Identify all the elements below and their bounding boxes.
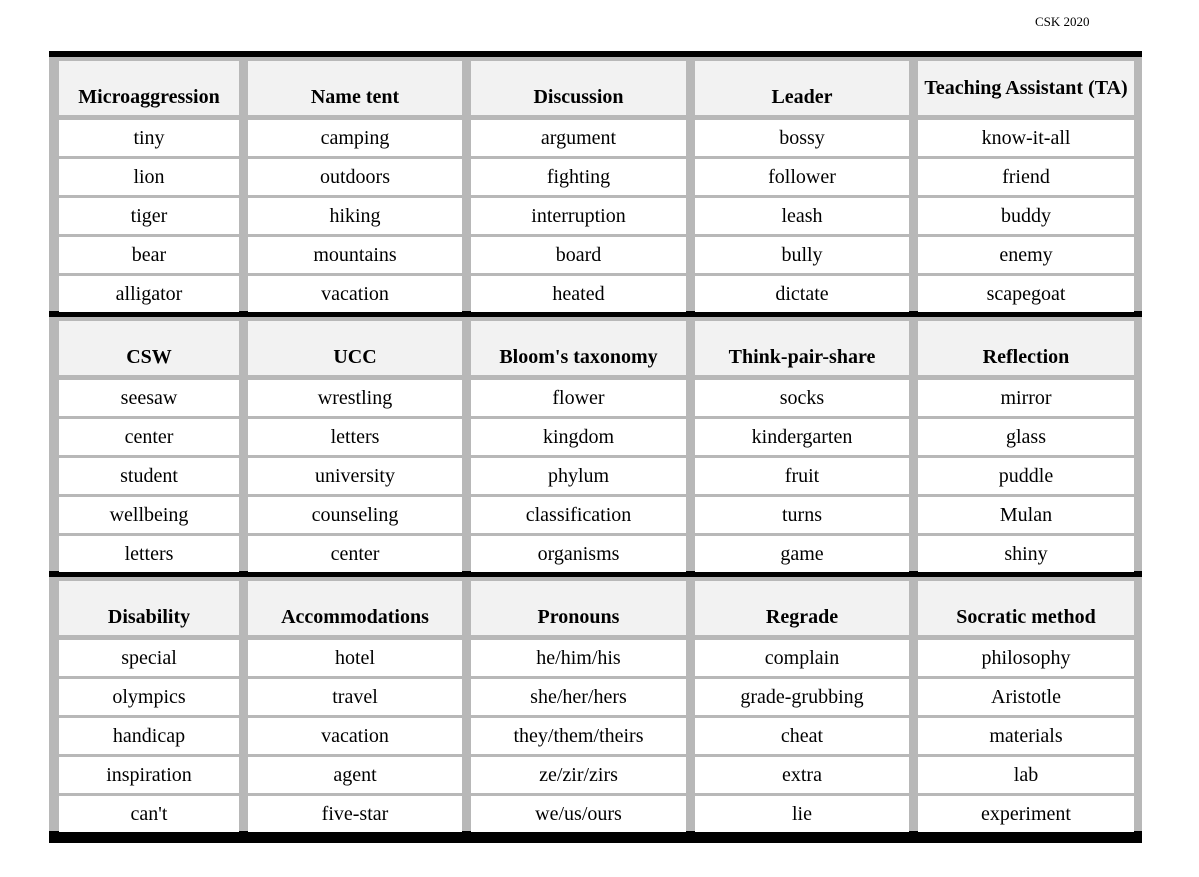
taboo-card-sheet	[49, 51, 1142, 843]
card-title: Regrade	[695, 581, 909, 635]
card-title: Microaggression	[59, 61, 239, 115]
taboo-word: tiny	[59, 120, 239, 156]
taboo-word: mirror	[918, 380, 1134, 416]
taboo-word: inspiration	[59, 757, 239, 793]
taboo-word: center	[59, 419, 239, 455]
taboo-word: complain	[695, 640, 909, 676]
taboo-word: can't	[59, 796, 239, 832]
taboo-word: student	[59, 458, 239, 494]
taboo-word: travel	[248, 679, 462, 715]
taboo-word: interruption	[471, 198, 686, 234]
taboo-word: board	[471, 237, 686, 273]
taboo-word: dictate	[695, 276, 909, 312]
taboo-word: center	[248, 536, 462, 572]
taboo-word: turns	[695, 497, 909, 533]
taboo-word: cheat	[695, 718, 909, 754]
taboo-word: phylum	[471, 458, 686, 494]
card-title: Pronouns	[471, 581, 686, 635]
taboo-word: lie	[695, 796, 909, 832]
taboo-word: we/us/ours	[471, 796, 686, 832]
taboo-word: extra	[695, 757, 909, 793]
taboo-word: bully	[695, 237, 909, 273]
taboo-word: fruit	[695, 458, 909, 494]
taboo-word: organisms	[471, 536, 686, 572]
card-board	[49, 577, 1142, 831]
taboo-word: materials	[918, 718, 1134, 754]
taboo-word: Mulan	[918, 497, 1134, 533]
taboo-word: university	[248, 458, 462, 494]
taboo-word: follower	[695, 159, 909, 195]
taboo-word: camping	[248, 120, 462, 156]
taboo-word: letters	[248, 419, 462, 455]
card-title: Discussion	[471, 61, 686, 115]
taboo-word: fighting	[471, 159, 686, 195]
taboo-word: alligator	[59, 276, 239, 312]
taboo-word: vacation	[248, 718, 462, 754]
taboo-word: special	[59, 640, 239, 676]
taboo-word: flower	[471, 380, 686, 416]
taboo-word: seesaw	[59, 380, 239, 416]
taboo-word: counseling	[248, 497, 462, 533]
taboo-word: bear	[59, 237, 239, 273]
taboo-word: know-it-all	[918, 120, 1134, 156]
taboo-word: game	[695, 536, 909, 572]
taboo-word: lab	[918, 757, 1134, 793]
taboo-word: bossy	[695, 120, 909, 156]
taboo-word: kindergarten	[695, 419, 909, 455]
taboo-word: scapegoat	[918, 276, 1134, 312]
taboo-word: ze/zir/zirs	[471, 757, 686, 793]
taboo-word: wellbeing	[59, 497, 239, 533]
taboo-word: grade-grubbing	[695, 679, 909, 715]
taboo-word: letters	[59, 536, 239, 572]
card-title: Teaching Assistant (TA)	[918, 61, 1134, 115]
taboo-word: lion	[59, 159, 239, 195]
card-title: Disability	[59, 581, 239, 635]
card-board	[49, 317, 1142, 571]
taboo-word: experiment	[918, 796, 1134, 832]
taboo-word: kingdom	[471, 419, 686, 455]
taboo-word: she/her/hers	[471, 679, 686, 715]
taboo-word: shiny	[918, 536, 1134, 572]
taboo-word: he/him/his	[471, 640, 686, 676]
taboo-word: agent	[248, 757, 462, 793]
taboo-word: five-star	[248, 796, 462, 832]
taboo-word: Aristotle	[918, 679, 1134, 715]
taboo-word: vacation	[248, 276, 462, 312]
card-title: Name tent	[248, 61, 462, 115]
taboo-word: enemy	[918, 237, 1134, 273]
taboo-word: handicap	[59, 718, 239, 754]
taboo-word: argument	[471, 120, 686, 156]
taboo-word: leash	[695, 198, 909, 234]
card-title: Reflection	[918, 321, 1134, 375]
copyright-stamp: CSK 2020	[1035, 14, 1090, 29]
taboo-word: olympics	[59, 679, 239, 715]
card-title: Leader	[695, 61, 909, 115]
taboo-word: mountains	[248, 237, 462, 273]
taboo-word: classification	[471, 497, 686, 533]
taboo-word: outdoors	[248, 159, 462, 195]
taboo-word: friend	[918, 159, 1134, 195]
card-title: Accommodations	[248, 581, 462, 635]
taboo-word: heated	[471, 276, 686, 312]
taboo-word: buddy	[918, 198, 1134, 234]
card-board	[49, 57, 1142, 311]
taboo-word: wrestling	[248, 380, 462, 416]
taboo-word: hiking	[248, 198, 462, 234]
card-title: CSW	[59, 321, 239, 375]
card-title: Bloom's taxonomy	[471, 321, 686, 375]
taboo-word: glass	[918, 419, 1134, 455]
taboo-word: philosophy	[918, 640, 1134, 676]
taboo-word: they/them/theirs	[471, 718, 686, 754]
card-title: Think-pair-share	[695, 321, 909, 375]
card-title: Socratic method	[918, 581, 1134, 635]
card-title: UCC	[248, 321, 462, 375]
taboo-word: puddle	[918, 458, 1134, 494]
taboo-word: tiger	[59, 198, 239, 234]
taboo-word: hotel	[248, 640, 462, 676]
taboo-word: socks	[695, 380, 909, 416]
